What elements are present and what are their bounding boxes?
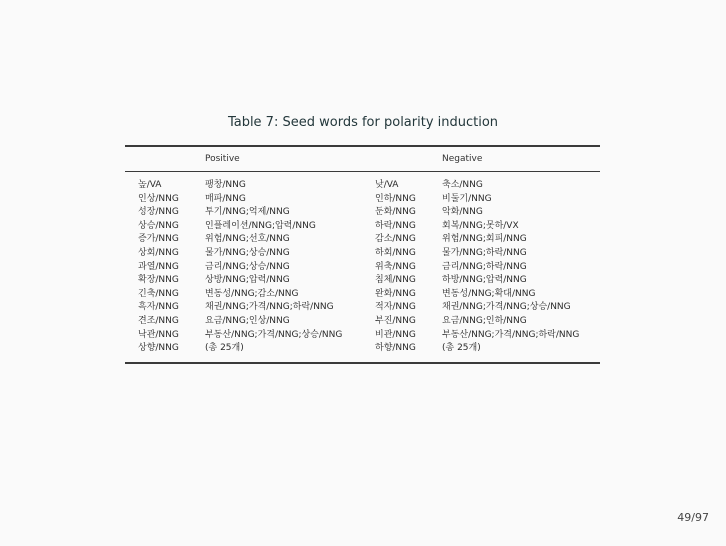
table-cell: (총 25개) xyxy=(442,343,481,354)
table-cell: (총 25개) xyxy=(205,343,244,354)
table-cell: 부진/NNG xyxy=(375,315,416,326)
table-cell: 채권/NNG;가격/NNG;상승/NNG xyxy=(442,302,571,313)
header-negative: Negative xyxy=(442,154,483,164)
table-cell: 금리/NNG;상승/NNG xyxy=(205,261,290,272)
table-cell: 완화/NNG xyxy=(375,288,416,299)
table-cell: 채권/NNG;가격/NNG;하락/NNG xyxy=(205,302,334,313)
negative-ngrams-column xyxy=(442,179,579,356)
table-cell: 긴축/NNG xyxy=(138,288,179,299)
caption-text: Seed words for polarity induction xyxy=(282,115,499,130)
table-cell: 요금/NNG;인상/NNG xyxy=(205,315,290,326)
table-cell: 확장/NNG xyxy=(138,275,179,286)
table-cell: 인하/NNG xyxy=(375,193,416,204)
table-cell: 침체/NNG xyxy=(375,275,416,286)
page-number: 49/97 xyxy=(677,511,709,524)
positive-ngrams-column xyxy=(205,179,342,356)
table-cell: 하회/NNG xyxy=(375,247,416,258)
table-cell: 축소/NNG xyxy=(442,180,483,190)
table-cell: 견조/NNG xyxy=(138,315,179,326)
table-cell: 높/VA xyxy=(138,180,162,190)
table-cell: 부동산/NNG;가격/NNG;상승/NNG xyxy=(205,329,343,340)
table-cell: 비둘기/NNG xyxy=(442,193,492,204)
table-caption xyxy=(0,115,726,130)
table-cell: 상회/NNG xyxy=(138,247,179,258)
table-cell: 낮/VA xyxy=(375,180,399,190)
table-cell: 성장/NNG xyxy=(138,207,179,218)
table-cell: 위축/NNG xyxy=(375,261,416,272)
table-cell: 증가/NNG xyxy=(138,234,179,245)
table-cell: 위험/NNG;선호/NNG xyxy=(205,234,290,245)
table-cell: 금리/NNG;하락/NNG xyxy=(442,261,527,272)
negative-words-column xyxy=(375,179,416,356)
header-positive: Positive xyxy=(205,154,240,164)
table-cell: 흑자/NNG xyxy=(138,302,179,313)
table-cell: 물가/NNG;상승/NNG xyxy=(205,247,290,258)
table-cell: 회복/NNG;못하/VX xyxy=(442,220,519,231)
table-cell: 비관/NNG xyxy=(375,329,416,340)
table-cell: 과열/NNG xyxy=(138,261,179,272)
table-cell: 인플레이션/NNG;압력/NNG xyxy=(205,220,316,231)
table-cell: 악화/NNG xyxy=(442,207,483,218)
table-cell: 상방/NNG;압력/NNG xyxy=(205,275,290,286)
table-cell: 매파/NNG xyxy=(205,193,246,204)
table-cell: 변동성/NNG;확대/NNG xyxy=(442,288,536,299)
table-cell: 적자/NNG xyxy=(375,302,416,313)
caption-label: Table 7: xyxy=(227,115,279,130)
table-cell: 하향/NNG xyxy=(375,343,416,354)
table-cell: 위험/NNG;회피/NNG xyxy=(442,234,527,245)
table-cell: 상향/NNG xyxy=(138,343,179,354)
table-cell: 하방/NNG;압력/NNG xyxy=(442,275,527,286)
positive-words-column xyxy=(138,179,179,356)
table-cell: 상승/NNG xyxy=(138,220,179,231)
table-cell: 물가/NNG;하락/NNG xyxy=(442,247,527,258)
table-cell: 변동성/NNG;감소/NNG xyxy=(205,288,299,299)
table-cell: 인상/NNG xyxy=(138,193,179,204)
table-cell: 요금/NNG;인하/NNG xyxy=(442,315,527,326)
table-cell: 감소/NNG xyxy=(375,234,416,245)
table-cell: 하락/NNG xyxy=(375,220,416,231)
top-rule xyxy=(125,145,600,147)
bottom-rule xyxy=(125,362,600,364)
table-cell: 팽창/NNG xyxy=(205,180,246,190)
table-cell: 부동산/NNG;가격/NNG;하락/NNG xyxy=(442,329,580,340)
mid-rule xyxy=(125,171,600,172)
table-cell: 투기/NNG;억제/NNG xyxy=(205,207,290,218)
table-cell: 낙관/NNG xyxy=(138,329,179,340)
table-cell: 둔화/NNG xyxy=(375,207,416,218)
